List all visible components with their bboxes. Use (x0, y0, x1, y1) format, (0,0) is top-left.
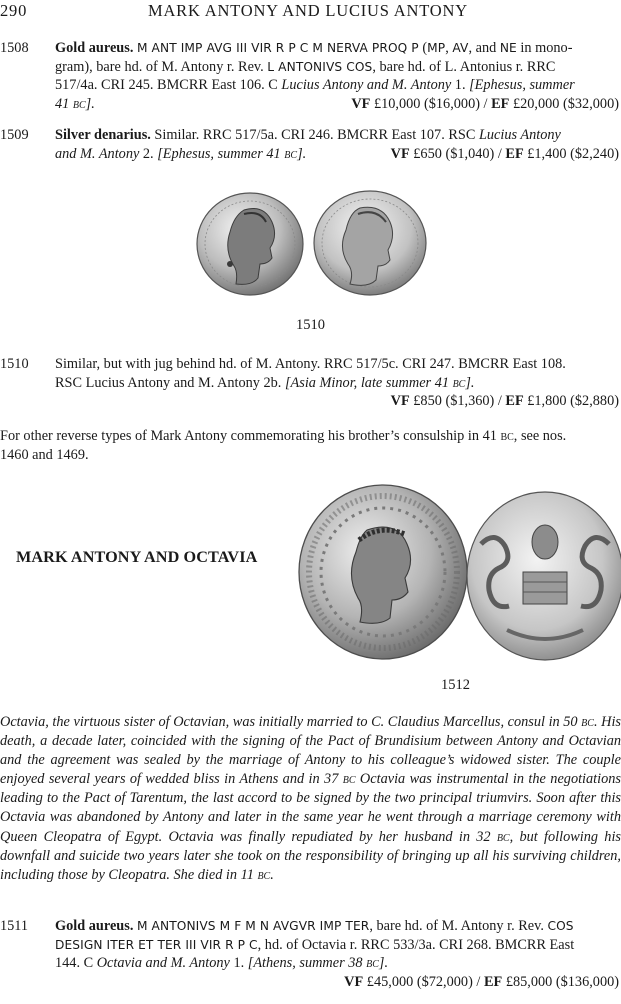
reverse-coin (467, 492, 621, 660)
reverse-legend-cont: DESIGN ITER ET TER III VIR R P C (55, 937, 258, 952)
lot-line-1: Gold aureus. M ANTONIVS M F M N AVGVR IMP TER, bare hd. of M. Antony r. Rev. COS (55, 918, 574, 934)
lot-title: Gold aureus. (55, 918, 134, 934)
lot-description (55, 126, 619, 163)
lot-number: 1511 (0, 918, 29, 934)
price-estimate: VF £45,000 ($72,000) / EF £85,000 ($136,000) (344, 973, 619, 990)
coin-figure-1510 (196, 188, 428, 298)
lot-description (55, 39, 619, 113)
lot-line-1: Gold aureus. M ANT IMP AVG III VIR R P C M NERVA PROQ P (MP, AV, and NE in mono- (55, 40, 573, 56)
page-number: 290 (0, 1, 28, 20)
page-header (0, 0, 621, 24)
obverse-coin (197, 193, 303, 295)
lot-line-2: DESIGN ITER ET TER III VIR R P C, hd. of Octavia r. RRC 533/3a. CRI 268. BMCRR East (55, 936, 575, 953)
obverse-coin (299, 485, 467, 659)
lot-1508 (0, 37, 621, 117)
lot-number: 1510 (0, 356, 29, 372)
price-estimate: VF £850 ($1,360) / EF £1,800 ($2,880) (390, 393, 619, 410)
section-title: MARK ANTONY AND OCTAVIA (16, 548, 258, 566)
lot-line-2: and M. Antony 2. [Ephesus, summer 41 bc]. VF £650 ($1,040) / EF £1,400 ($2,240) (55, 145, 619, 162)
monogram-mp: MP (427, 41, 446, 55)
lot-line-1: Similar, but with jug behind hd. of M. Antony. RRC 517/5c. CRI 247. BMCRR East 108. (55, 356, 566, 372)
figure-caption-1510: 1510 (296, 317, 325, 333)
coin-pair-image (297, 484, 621, 674)
lot-description (55, 917, 619, 991)
price-estimate: VF £10,000 ($16,000) / EF £20,000 ($32,000) (351, 95, 619, 112)
lot-line-4: 41 bc]. VF £10,000 ($16,000) / EF £20,000 ($32,000) (55, 95, 619, 112)
lot-1511 (0, 915, 621, 995)
coin-figure-1512 (297, 484, 621, 674)
lot-line-2: RSC Lucius Antony and M. Antony 2b. [Asia Minor, late summer 41 bc]. (55, 374, 475, 391)
figure-caption-1512: 1512 (441, 677, 470, 693)
lot-1509 (0, 124, 621, 164)
lot-1510 (0, 353, 621, 413)
lot-description (55, 355, 619, 411)
reverse-coin (314, 191, 426, 295)
section-introduction: Octavia, the virtuous sister of Octavian, was initially married to C. Claudius Marcellus, consul in 50 bc. His death, a decade later, coincided with the signing of the Pact of Brundisium between Antony and Octavian and the agreement was sealed by the marriage of Antony to his colleague’s widowed sister. The couple enjoyed several years of wedded bliss in Athens and in 37 bc Octavia was instrumental in the negotiations leading to the Pact of Tarentum, the last accord to be signed by the two principal triumvirs. Soon after this Octavia was abandoned by Antony and later in the same year he went through a marriage ceremony with Queen Cleopatra of Egypt. Octavia was finally repudiated by her husband in 32 bc, but following his downfall and suicide two years later she took on the responsibility of bringing up all his surviving children, including those by Cleopatra. She died in 11 bc. (0, 714, 621, 883)
lot-line-2: gram), bare hd. of M. Antony r. Rev. L ANTONIVS COS, bare hd. of L. Antonius r. RRC (55, 58, 556, 75)
monogram-ne: NE (499, 41, 517, 55)
lot-line-1: Silver denarius. Similar. RRC 517/5a. CRI 246. BMCRR East 107. RSC Lucius Antony (55, 127, 561, 143)
reverse-legend: L ANTONIVS COS (267, 59, 373, 74)
lot-title: Silver denarius. (55, 127, 151, 143)
lot-line-3: 517/4a. CRI 245. BMCRR East 106. C Lucius Antony and M. Antony 1. [Ephesus, summer (55, 77, 575, 94)
lot-number: 1509 (0, 127, 29, 143)
lot-line-3: 144. C Octavia and M. Antony 1. [Athens, summer 38 bc]. (55, 955, 389, 972)
obverse-legend: M ANT IMP AVG III VIR R P C M NERVA PROQ P (136, 41, 419, 55)
cross-reference-note: For other reverse types of Mark Antony commemorating his brother’s consulship in 41 bc, see nos. 1460 and 1469. (0, 428, 567, 463)
price-estimate: VF £650 ($1,040) / EF £1,400 ($2,240) (390, 145, 619, 162)
obverse-legend: M ANTONIVS M F M N AVGVR IMP TER (136, 919, 370, 933)
coin-pair-image (196, 188, 428, 298)
reverse-legend-start: COS (547, 919, 574, 933)
lot-title: Gold aureus. (55, 40, 134, 56)
lot-line-3 (55, 392, 619, 411)
lot-number: 1508 (0, 40, 29, 56)
monogram-av: AV (452, 41, 469, 55)
lot-line-4 (55, 973, 619, 992)
running-header: MARK ANTONY AND LUCIUS ANTONY (148, 1, 468, 20)
